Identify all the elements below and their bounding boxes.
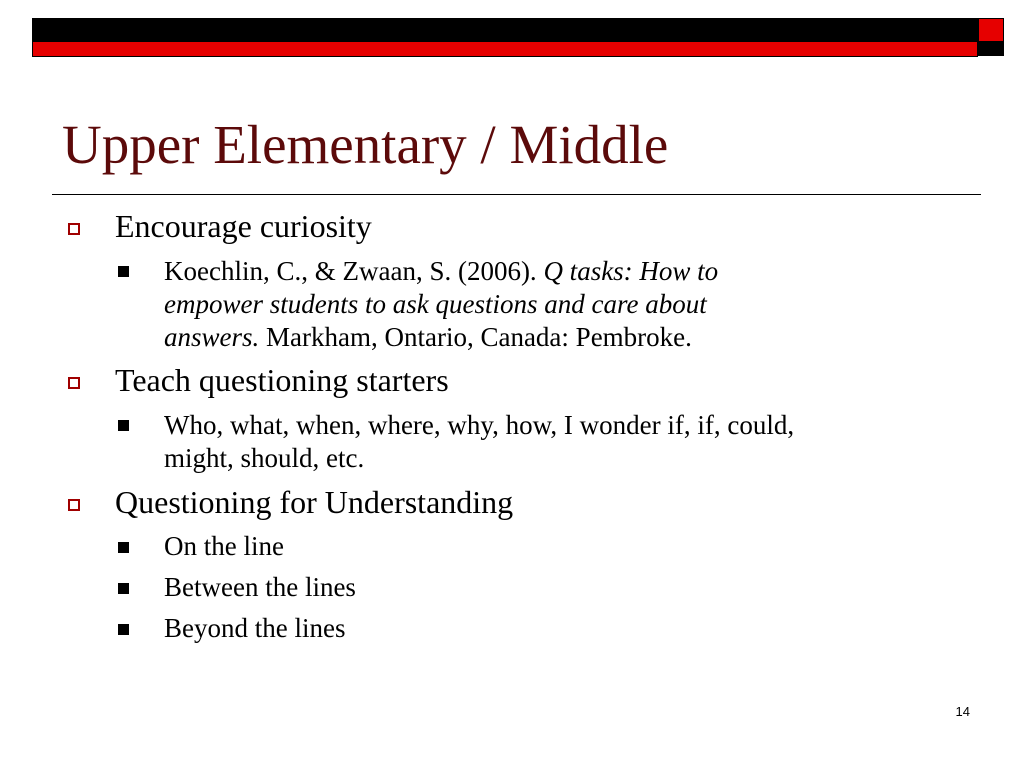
citation-title-part-3: answers. [164, 322, 260, 352]
citation-line-1 [164, 255, 718, 287]
citation-publisher: Markham, Ontario, Canada: Pembroke. [259, 322, 692, 352]
citation-line-3 [164, 321, 692, 353]
bullet-teach-questioning-starters: Teach questioning starters [115, 362, 449, 398]
starters-line-1: Who, what, when, where, why, how, I wonder if, if, could, [164, 410, 795, 440]
slide-title: Upper Elementary / Middle [62, 114, 669, 175]
hollow-square-bullet-icon [68, 223, 80, 235]
page-number: 14 [955, 704, 970, 719]
citation-title-part-1: Q tasks: How to [543, 256, 719, 286]
filled-square-bullet-icon [118, 583, 129, 594]
sub-bullet-beyond-the-lines: Beyond the lines [164, 613, 346, 643]
bullet-questioning-for-understanding: Questioning for Understanding [115, 484, 514, 520]
citation-authors: Koechlin, C., & Zwaan, S. (2006). [164, 256, 544, 286]
starters-line-2: might, should, etc. [164, 443, 365, 473]
filled-square-bullet-icon [118, 266, 129, 277]
sub-bullet-between-the-lines: Between the lines [164, 572, 356, 602]
filled-square-bullet-icon [118, 542, 129, 553]
sub-bullet-on-the-line: On the line [164, 531, 284, 561]
citation-title-part-2: empower students to ask questions and care about [164, 289, 707, 319]
filled-square-bullet-icon [118, 420, 129, 431]
hollow-square-bullet-icon [68, 499, 80, 511]
hollow-square-bullet-icon [68, 377, 80, 389]
bullet-encourage-curiosity: Encourage curiosity [115, 208, 372, 244]
filled-square-bullet-icon [118, 624, 129, 635]
